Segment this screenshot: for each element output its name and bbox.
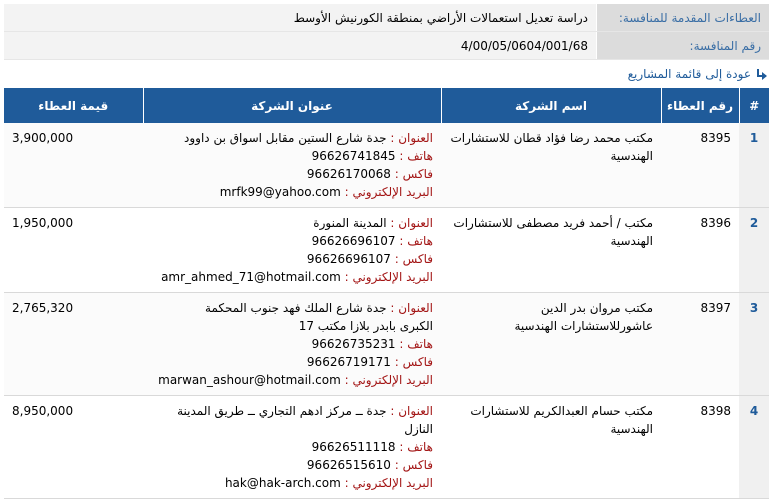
row-index: 4 [739, 396, 769, 499]
back-row [4, 62, 769, 86]
table-row [4, 208, 769, 293]
email-line [151, 371, 433, 389]
company-name: مكتب حسام العبدالكريم للاستشارات الهندسية [441, 396, 661, 499]
company-name: مكتب محمد رضا فؤاد قطان للاستشارات الهندسية [441, 123, 661, 208]
company-address [143, 208, 441, 293]
fax-line [151, 250, 433, 268]
tender-info-table [4, 4, 769, 60]
address-line [151, 214, 433, 232]
address-label: العنوان : [390, 301, 433, 315]
bid-value: 1,950,000 [4, 208, 143, 293]
fax-value: 96626170068 [306, 167, 391, 181]
table-header-row [4, 88, 769, 123]
tender-number-row [4, 32, 769, 60]
header-bid-number[interactable]: رقم العطاء [661, 88, 739, 123]
bid-number: 8397 [661, 293, 739, 396]
address-text: جدة شارع الملك فهد جنوب المحكمة [205, 301, 387, 315]
email-line [151, 268, 433, 286]
email-value: amr_ahmed_71@hotmail.com [161, 270, 341, 284]
company-address [143, 396, 441, 499]
phone-line [151, 232, 433, 250]
table-row [4, 396, 769, 499]
bid-value: 3,900,000 [4, 123, 143, 208]
email-label: البريد الإلكتروني : [344, 373, 433, 387]
phone-line [151, 438, 433, 456]
bid-value: 8,950,000 [4, 396, 143, 499]
bid-value: 2,765,320 [4, 293, 143, 396]
fax-value: 96626696107 [306, 252, 391, 266]
phone-label: هاتف : [399, 440, 433, 454]
address-line [151, 129, 433, 147]
email-label: البريد الإلكتروني : [344, 185, 433, 199]
email-value: marwan_ashour@hotmail.com [158, 373, 341, 387]
address-text: الكبرى بابدر بلازا مكتب 17 [298, 319, 433, 333]
tender-value: دراسة تعديل استعمالات الأراضي بمنطقة الكورنيش الأوسط [4, 4, 597, 32]
fax-value: 96626719171 [306, 355, 391, 369]
company-address [143, 123, 441, 208]
fax-value: 96626515610 [306, 458, 391, 472]
header-company-address[interactable]: عنوان الشركة [143, 88, 441, 123]
address-line [151, 420, 433, 438]
address-line [151, 402, 433, 420]
email-label: البريد الإلكتروني : [344, 476, 433, 490]
row-index: 3 [739, 293, 769, 396]
tender-number-text: 4/00/05/0604/001/68 [460, 38, 588, 53]
address-label: العنوان : [390, 131, 433, 145]
address-line [151, 299, 433, 317]
phone-value: 96626511118 [311, 440, 396, 454]
table-body [4, 123, 769, 499]
tender-number-value [4, 32, 597, 60]
header-company-name[interactable]: اسم الشركة [441, 88, 661, 123]
address-text: النازل [404, 422, 433, 436]
back-to-projects-link[interactable] [628, 67, 769, 81]
email-value: mrfk99@yahoo.com [219, 185, 341, 199]
bids-table [4, 88, 769, 499]
phone-value: 96626741845 [311, 149, 396, 163]
phone-label: هاتف : [399, 337, 433, 351]
tender-number-label: رقم المنافسة: [597, 32, 770, 60]
fax-label: فاكس : [394, 252, 433, 266]
phone-value: 96626696107 [311, 234, 396, 248]
fax-line [151, 456, 433, 474]
phone-value: 96626735231 [311, 337, 396, 351]
address-text: جدة شارع الستين مقابل اسواق بن داوود [184, 131, 387, 145]
tender-label: العطاءات المقدمة للمنافسة: [597, 4, 770, 32]
address-line [151, 317, 433, 335]
fax-line [151, 165, 433, 183]
fax-label: فاكس : [394, 458, 433, 472]
bid-number: 8395 [661, 123, 739, 208]
address-text: المدينة المنورة [313, 216, 387, 230]
email-label: البريد الإلكتروني : [344, 270, 433, 284]
fax-label: فاكس : [394, 167, 433, 181]
header-index: # [739, 88, 769, 123]
table-row [4, 123, 769, 208]
phone-label: هاتف : [399, 234, 433, 248]
row-index: 1 [739, 123, 769, 208]
header-bid-value[interactable]: قيمة العطاء [4, 88, 143, 123]
address-label: العنوان : [390, 216, 433, 230]
table-row [4, 293, 769, 396]
phone-line [151, 335, 433, 353]
row-index: 2 [739, 208, 769, 293]
company-name: مكتب / أحمد فريد مصطفى للاستشارات الهندسية [441, 208, 661, 293]
email-line [151, 183, 433, 201]
bid-number: 8396 [661, 208, 739, 293]
address-label: العنوان : [390, 404, 433, 418]
phone-line [151, 147, 433, 165]
email-value: hak@hak-arch.com [224, 476, 341, 490]
company-name: مكتب مروان بدر الدين عاشورللاستشارات الهندسية [441, 293, 661, 396]
back-to-projects-label: عودة إلى قائمة المشاريع [627, 67, 751, 81]
bid-number: 8398 [661, 396, 739, 499]
tender-info-row [4, 4, 769, 32]
address-text: جدة ــ مركز ادهم التجاري ــ طريق المدينة [177, 404, 387, 418]
fax-line [151, 353, 433, 371]
phone-label: هاتف : [399, 149, 433, 163]
company-address [143, 293, 441, 396]
fax-label: فاكس : [394, 355, 433, 369]
return-arrow-icon [755, 67, 769, 81]
